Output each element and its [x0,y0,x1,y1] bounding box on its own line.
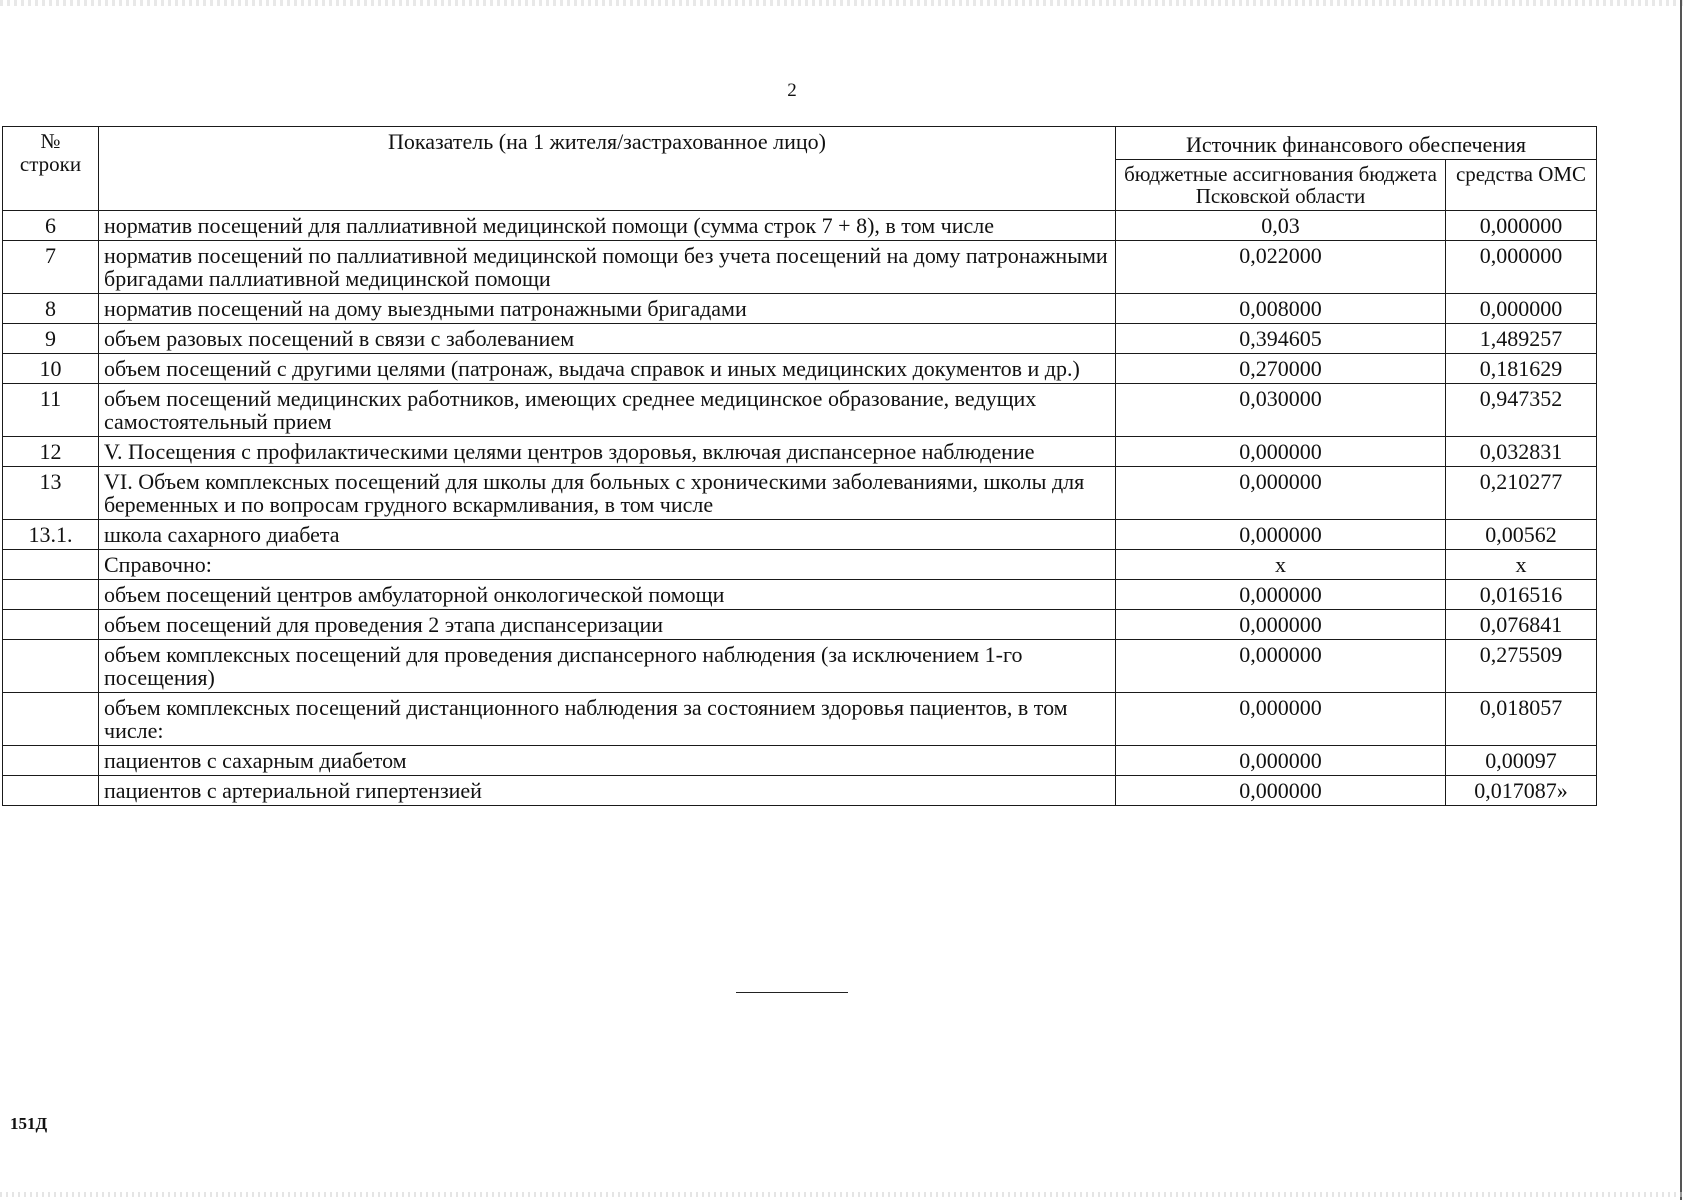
table-row [3,580,1597,610]
indicator-cell: объем комплексных посещений дистанционного наблюдения за состоянием здоровья пациентов, в том числе: [99,693,1116,746]
row-number-cell [3,746,99,776]
table-header-row-1 [3,127,1597,160]
footer-separator-line [736,992,848,993]
row-number-cell: 13 [3,467,99,520]
oms-value-cell: 0,000000 [1446,241,1597,294]
table-row [3,467,1597,520]
table-body [3,211,1597,806]
row-number-cell: 13.1. [3,520,99,550]
indicator-cell: объем разовых посещений в связи с заболеванием [99,324,1116,354]
indicator-cell: VI. Объем комплексных посещений для школы для больных с хроническими заболеваниями, школы для беременных и по вопросам грудного вскармливания, в том числе [99,467,1116,520]
row-number-cell [3,640,99,693]
budget-value-cell: 0,000000 [1116,776,1446,806]
budget-value-cell: 0,000000 [1116,580,1446,610]
indicator-cell: объем посещений медицинских работников, имеющих среднее медицинское образование, ведущих самостоятельный прием [99,384,1116,437]
table-row [3,211,1597,241]
budget-value-cell: 0,000000 [1116,746,1446,776]
indicator-cell: норматив посещений по паллиативной медицинской помощи без учета посещений на дому патронажными бригадами паллиативной медицинской помощи [99,241,1116,294]
table-row [3,520,1597,550]
row-number-cell: 12 [3,437,99,467]
table-row [3,610,1597,640]
oms-value-cell: 0,000000 [1446,211,1597,241]
oms-value-cell: 0,032831 [1446,437,1597,467]
oms-value-cell: 0,181629 [1446,354,1597,384]
budget-value-cell: 0,394605 [1116,324,1446,354]
budget-value-cell: 0,008000 [1116,294,1446,324]
table-row [3,294,1597,324]
row-number-cell: 7 [3,241,99,294]
row-number-cell [3,776,99,806]
table-row [3,640,1597,693]
footer-document-code: 151Д [10,1114,48,1133]
header-budget: бюджетные ассигнования бюджета Псковской области [1116,160,1446,211]
scan-edge-right [1680,0,1682,1200]
row-number-cell: 10 [3,354,99,384]
indicator-cell: пациентов с сахарным диабетом [99,746,1116,776]
oms-value-cell: 0,210277 [1446,467,1597,520]
oms-value-cell: 0,076841 [1446,610,1597,640]
row-number-cell: 8 [3,294,99,324]
oms-value-cell: 0,016516 [1446,580,1597,610]
table-row [3,354,1597,384]
row-number-cell: 9 [3,324,99,354]
oms-value-cell: 0,275509 [1446,640,1597,693]
budget-value-cell: 0,022000 [1116,241,1446,294]
oms-value-cell: 0,947352 [1446,384,1597,437]
oms-value-cell: х [1446,550,1597,580]
table-row [3,746,1597,776]
budget-value-cell: 0,000000 [1116,437,1446,467]
indicator-cell: объем посещений для проведения 2 этапа диспансеризации [99,610,1116,640]
oms-value-cell: 1,489257 [1446,324,1597,354]
indicator-cell: школа сахарного диабета [99,520,1116,550]
indicator-cell: пациентов с артериальной гипертензией [99,776,1116,806]
row-number-cell: 11 [3,384,99,437]
budget-value-cell: 0,000000 [1116,693,1446,746]
budget-value-cell: 0,03 [1116,211,1446,241]
header-indicator: Показатель (на 1 жителя/застрахованное лицо) [99,127,1116,211]
table-row [3,437,1597,467]
budget-value-cell: х [1116,550,1446,580]
oms-value-cell: 0,00097 [1446,746,1597,776]
table-row [3,550,1597,580]
budget-value-cell: 0,000000 [1116,640,1446,693]
table-row [3,693,1597,746]
oms-value-cell: 0,000000 [1446,294,1597,324]
row-number-cell [3,610,99,640]
header-financing-source: Источник финансового обеспечения [1116,127,1597,160]
row-number-cell [3,693,99,746]
row-number-cell: 6 [3,211,99,241]
table-row [3,324,1597,354]
oms-value-cell: 0,017087» [1446,776,1597,806]
indicator-cell: объем комплексных посещений для проведения диспансерного наблюдения (за исключением 1-го посещения) [99,640,1116,693]
indicator-cell: Справочно: [99,550,1116,580]
budget-value-cell: 0,000000 [1116,520,1446,550]
indicator-cell: норматив посещений для паллиативной медицинской помощи (сумма строк 7 + 8), в том числе [99,211,1116,241]
budget-value-cell: 0,030000 [1116,384,1446,437]
row-number-cell [3,580,99,610]
indicator-cell: объем посещений с другими целями (патронаж, выдача справок и иных медицинских документов и др.) [99,354,1116,384]
oms-value-cell: 0,018057 [1446,693,1597,746]
indicator-cell: V. Посещения с профилактическими целями центров здоровья, включая диспансерное наблюдение [99,437,1116,467]
page-number: 2 [787,80,797,101]
scan-edge-top [0,0,1686,6]
indicator-cell: объем посещений центров амбулаторной онкологической помощи [99,580,1116,610]
oms-value-cell: 0,00562 [1446,520,1597,550]
indicator-cell: норматив посещений на дому выездными патронажными бригадами [99,294,1116,324]
row-number-cell [3,550,99,580]
table-row [3,384,1597,437]
budget-value-cell: 0,000000 [1116,467,1446,520]
table-row [3,241,1597,294]
scan-edge-bottom [0,1192,1686,1197]
header-oms: средства ОМС [1446,160,1597,211]
table-row [3,776,1597,806]
budget-value-cell: 0,000000 [1116,610,1446,640]
financing-table [2,126,1597,806]
budget-value-cell: 0,270000 [1116,354,1446,384]
header-row-number: № строки [3,127,99,211]
